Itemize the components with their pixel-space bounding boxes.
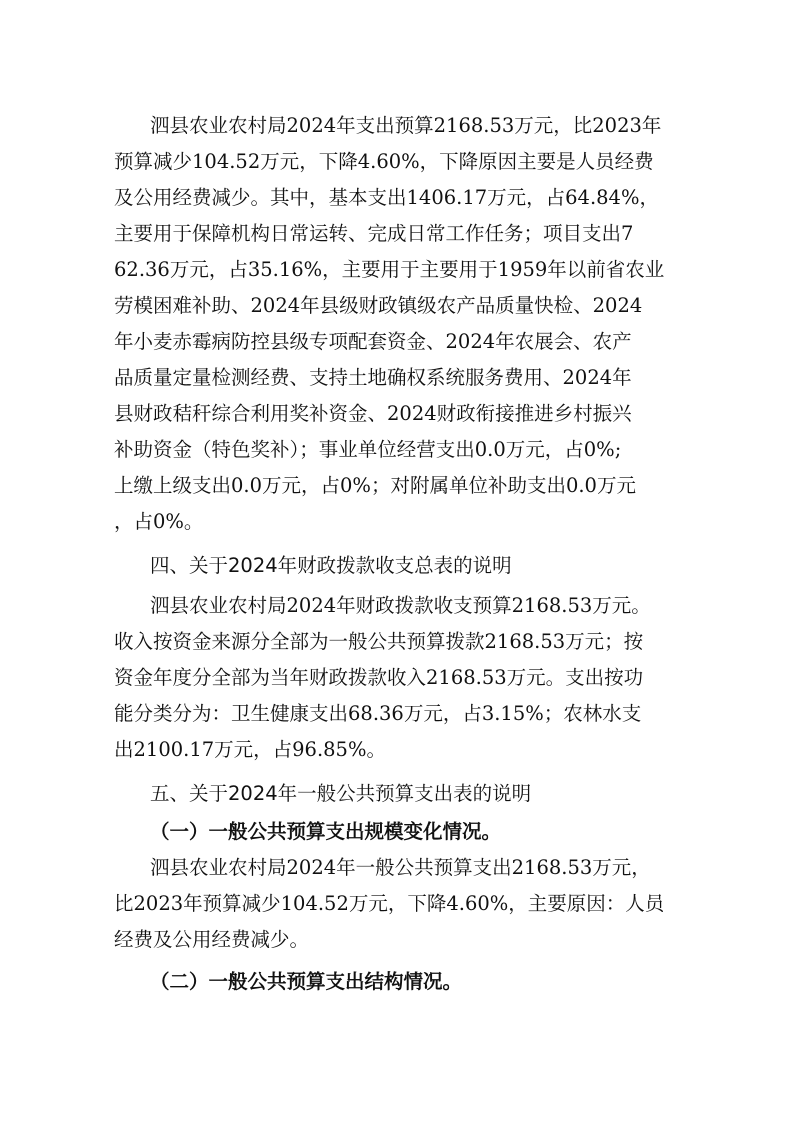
paragraph-line: 预算减少104.52万元，下降4.60%，下降原因主要是人员经费 <box>114 150 654 173</box>
paragraph-line: 劳模困难补助、2024年县级财政镇级农产品质量快检、2024 <box>114 294 643 317</box>
paragraph-line: 泗县农业农村局2024年一般公共预算支出2168.53万元， <box>150 856 651 879</box>
paragraph-line: 及公用经费减少。其中，基本支出1406.17万元，占64.84%， <box>114 186 659 209</box>
paragraph-line: 62.36万元，占35.16%，主要用于主要用于1959年以前省农业 <box>114 258 665 281</box>
section-heading-5: 五、关于2024年一般公共预算支出表的说明 <box>150 782 532 805</box>
subsection-heading-2: （二）一般公共预算支出结构情况。 <box>150 970 463 993</box>
paragraph-line: 补助资金（特色奖补）；事业单位经营支出0.0万元，占0%; <box>114 438 622 461</box>
subsection-heading-1: （一）一般公共预算支出规模变化情况。 <box>150 820 502 843</box>
paragraph-line: 泗县农业农村局2024年财政拨款收支预算2168.53万元。 <box>150 594 651 617</box>
paragraph-line: 品质量定量检测经费、支持土地确权系统服务费用、2024年 <box>114 366 632 389</box>
paragraph-line: 出2100.17万元，占96.85%。 <box>114 738 386 761</box>
paragraph-line: 泗县农业农村局2024年支出预算2168.53万元，比2023年 <box>150 114 662 137</box>
paragraph-line: ，占0%。 <box>114 510 204 533</box>
paragraph-line: 收入按资金来源分全部为一般公共预算拨款2168.53万元；按 <box>114 630 644 653</box>
paragraph-line: 县财政秸秆综合利用奖补资金、2024财政衔接推进乡村振兴 <box>114 402 632 425</box>
paragraph-line: 年小麦赤霉病防控县级专项配套资金、2024年农展会、农产 <box>114 330 632 353</box>
paragraph-line: 主要用于保障机构日常运转、完成日常工作任务；项目支出7 <box>114 222 634 245</box>
section-heading-4: 四、关于2024年财政拨款收支总表的说明 <box>150 554 512 577</box>
paragraph-line: 比2023年预算减少104.52万元，下降4.60%，主要原因：人员 <box>114 892 665 915</box>
paragraph-line: 能分类分为：卫生健康支出68.36万元，占3.15%；农林水支 <box>114 702 642 725</box>
paragraph-line: 资金年度分全部为当年财政拨款收入2168.53万元。支出按功 <box>114 666 644 689</box>
paragraph-line: 上缴上级支出0.0万元，占0%；对附属单位补助支出0.0万元 <box>114 474 636 497</box>
paragraph-line: 经费及公用经费减少。 <box>114 928 310 951</box>
